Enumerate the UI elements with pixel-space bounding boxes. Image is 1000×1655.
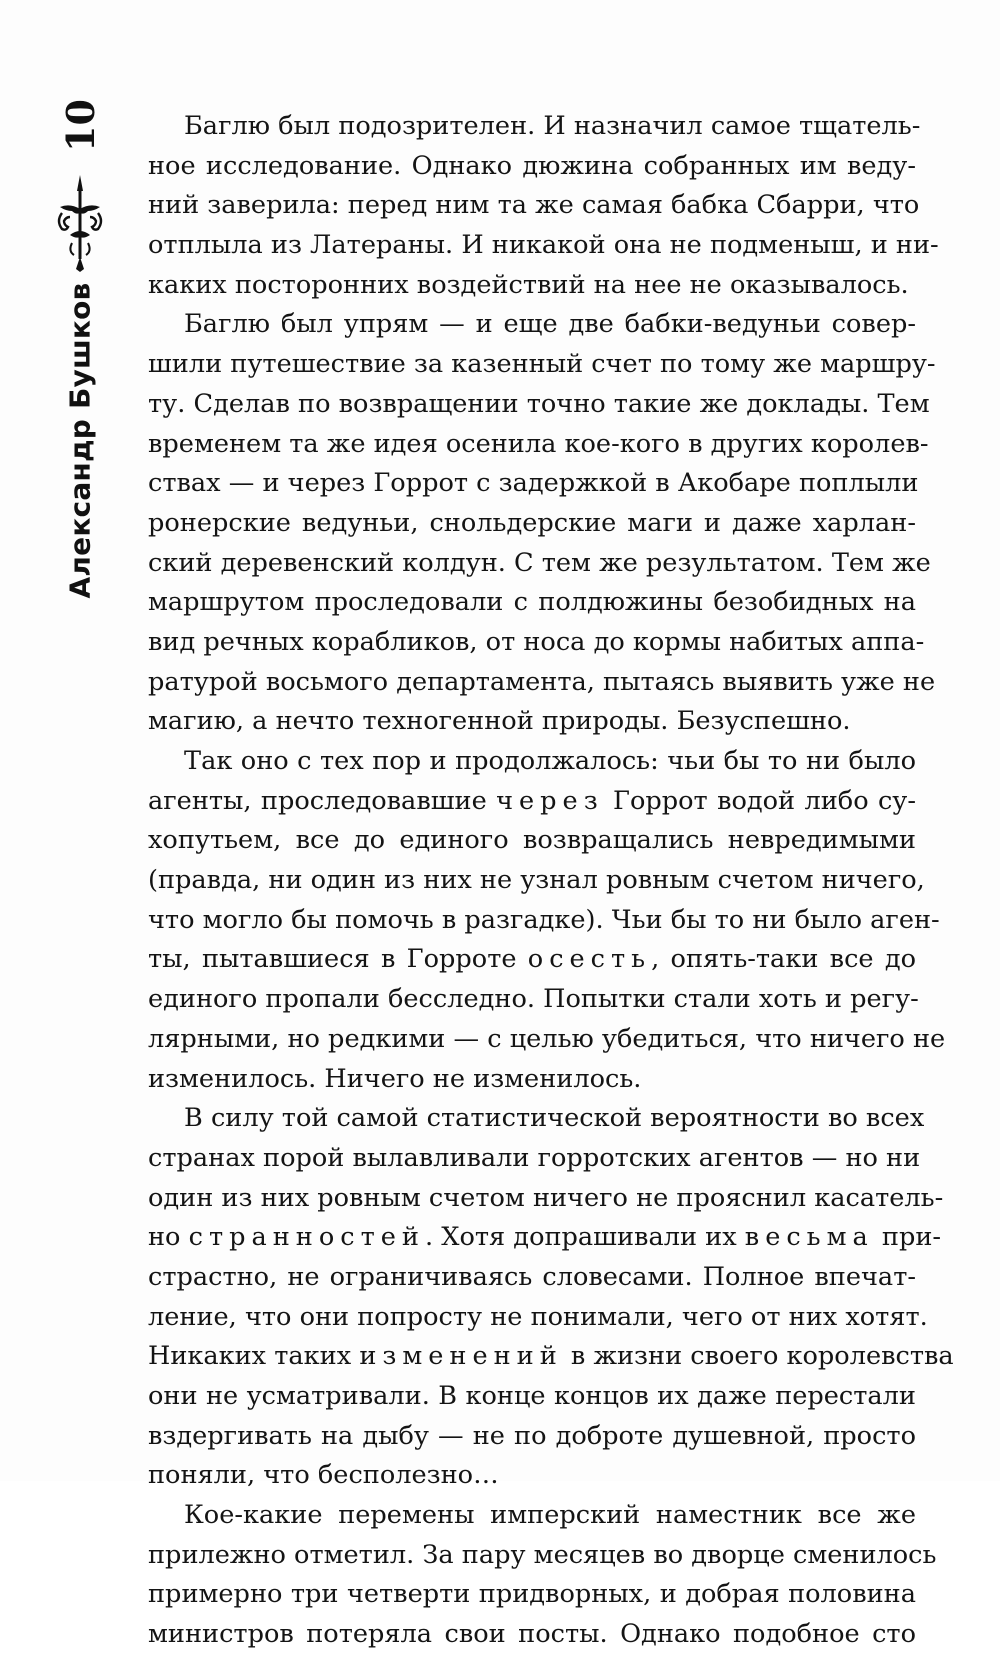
page-number <box>50 95 110 155</box>
text-line: они не усматривали. В конце концов их даже перестали <box>148 1381 916 1411</box>
text-line: ский деревенский колдун. С тем же результатом. Тем же <box>148 547 931 578</box>
text-line: страстно, не ограничиваясь словесами. Полное впечат- <box>148 1261 916 1292</box>
text-line: временем та же идея осенила кое-кого в других королев- <box>148 428 929 459</box>
page-number-text: 10 <box>57 98 103 152</box>
text-line: Баглю был подозрителен. И назначил самое тщатель- <box>184 111 921 141</box>
paragraph <box>148 107 939 305</box>
spaced-emphasis: через <box>496 785 604 816</box>
text-line: Никаких таких изменений в жизни своего королевства <box>148 1341 954 1372</box>
text-line: вздергивать на дыбу — не по доброте душевной, просто <box>148 1420 916 1451</box>
text-line: агенты, проследовавшие через Горрот водой либо су- <box>148 785 917 816</box>
paragraph <box>148 305 936 742</box>
text-line: но странностей. Хотя допрашивали их весьма при- <box>148 1222 942 1253</box>
text-line: ту. Сделав по возвращении точно такие же доклады. Тем <box>148 388 930 419</box>
text-line: Кое-какие перемены имперский наместник все же <box>184 1500 916 1531</box>
running-head <box>40 95 120 598</box>
text-line: магию, а нечто техногенной природы. Безуспешно. <box>148 706 851 737</box>
text-line: шили путешествие за казенный счет по тому же маршру- <box>148 349 936 380</box>
text-line: ратурой восьмого департамента, пытаясь выявить уже не <box>148 666 936 697</box>
text-line: Баглю был упрям — и еще две бабки-ведуньи совер- <box>184 309 916 340</box>
spaced-emphasis: странностей <box>188 1222 425 1253</box>
body-text <box>148 107 954 1655</box>
text-line: хопутьем, все до единого возвращались невредимыми <box>148 825 916 856</box>
spaced-emphasis: весьма <box>744 1222 874 1253</box>
text-line: единого пропали бесследно. Попытки стали хоть и регу- <box>148 984 919 1015</box>
spaced-emphasis: изменений <box>359 1341 563 1372</box>
text-line: ное исследование. Однако дюжина собранных им веду- <box>148 150 916 181</box>
text-line: министров потеряла свои посты. Однако подобное сто <box>148 1619 916 1650</box>
text-line: примерно три четверти придворных, и добрая половина <box>148 1579 916 1610</box>
paragraph <box>148 1496 937 1655</box>
text-line: ний заверила: перед ним та же самая бабка Сбарри, что <box>148 190 920 221</box>
text-line: что могло бы помочь в разгадке). Чьи бы то ни было аген- <box>148 904 940 935</box>
spaced-emphasis: осесть <box>527 944 652 975</box>
text-line: В силу той самой статистической вероятности во всех <box>184 1103 925 1134</box>
paragraph <box>148 1099 954 1496</box>
author-name-text: Александр Бушков <box>63 282 97 598</box>
text-line: каких посторонних воздействий на нее не оказывалось. <box>148 269 909 300</box>
text-line: прилежно отметил. За пару месяцев во дворце сменилось <box>148 1539 937 1570</box>
text-line: отплыла из Латераны. И никакой она не подменыш, и ни- <box>148 230 939 261</box>
text-line: ствах — и через Горрот с задержкой в Акобаре поплыли <box>148 468 919 499</box>
text-line: Так оно с тех пор и продолжалось: чьи бы то ни было <box>184 746 916 776</box>
text-line: вид речных корабликов, от носа до кормы набитых аппа- <box>148 626 925 657</box>
text-line: (правда, ни один из них не узнал ровным счетом ничего, <box>148 865 925 896</box>
sword-ornament-icon <box>50 173 110 273</box>
text-line: поняли, что бесполезно… <box>148 1460 499 1491</box>
text-line: маршрутом проследовали с полдюжины безобидных на <box>148 587 916 618</box>
author-name <box>50 282 110 598</box>
text-line: ронерские ведуньи, снольдерские маги и даже харлан- <box>148 507 916 538</box>
text-line: изменилось. Ничего не изменилось. <box>148 1063 642 1094</box>
text-line: странах порой вылавливали горротских агентов — но ни <box>148 1142 921 1173</box>
text-line: ты, пытавшиеся в Горроте осесть, опять-таки все до <box>148 944 916 975</box>
paragraph <box>148 742 946 1099</box>
text-line: один из них ровным счетом ничего не прояснил касатель- <box>148 1182 944 1213</box>
text-line: ление, что они попросту не понимали, чего от них хотят. <box>148 1301 928 1332</box>
text-line: лярными, но редкими — с целью убедиться, что ничего не <box>148 1023 946 1054</box>
